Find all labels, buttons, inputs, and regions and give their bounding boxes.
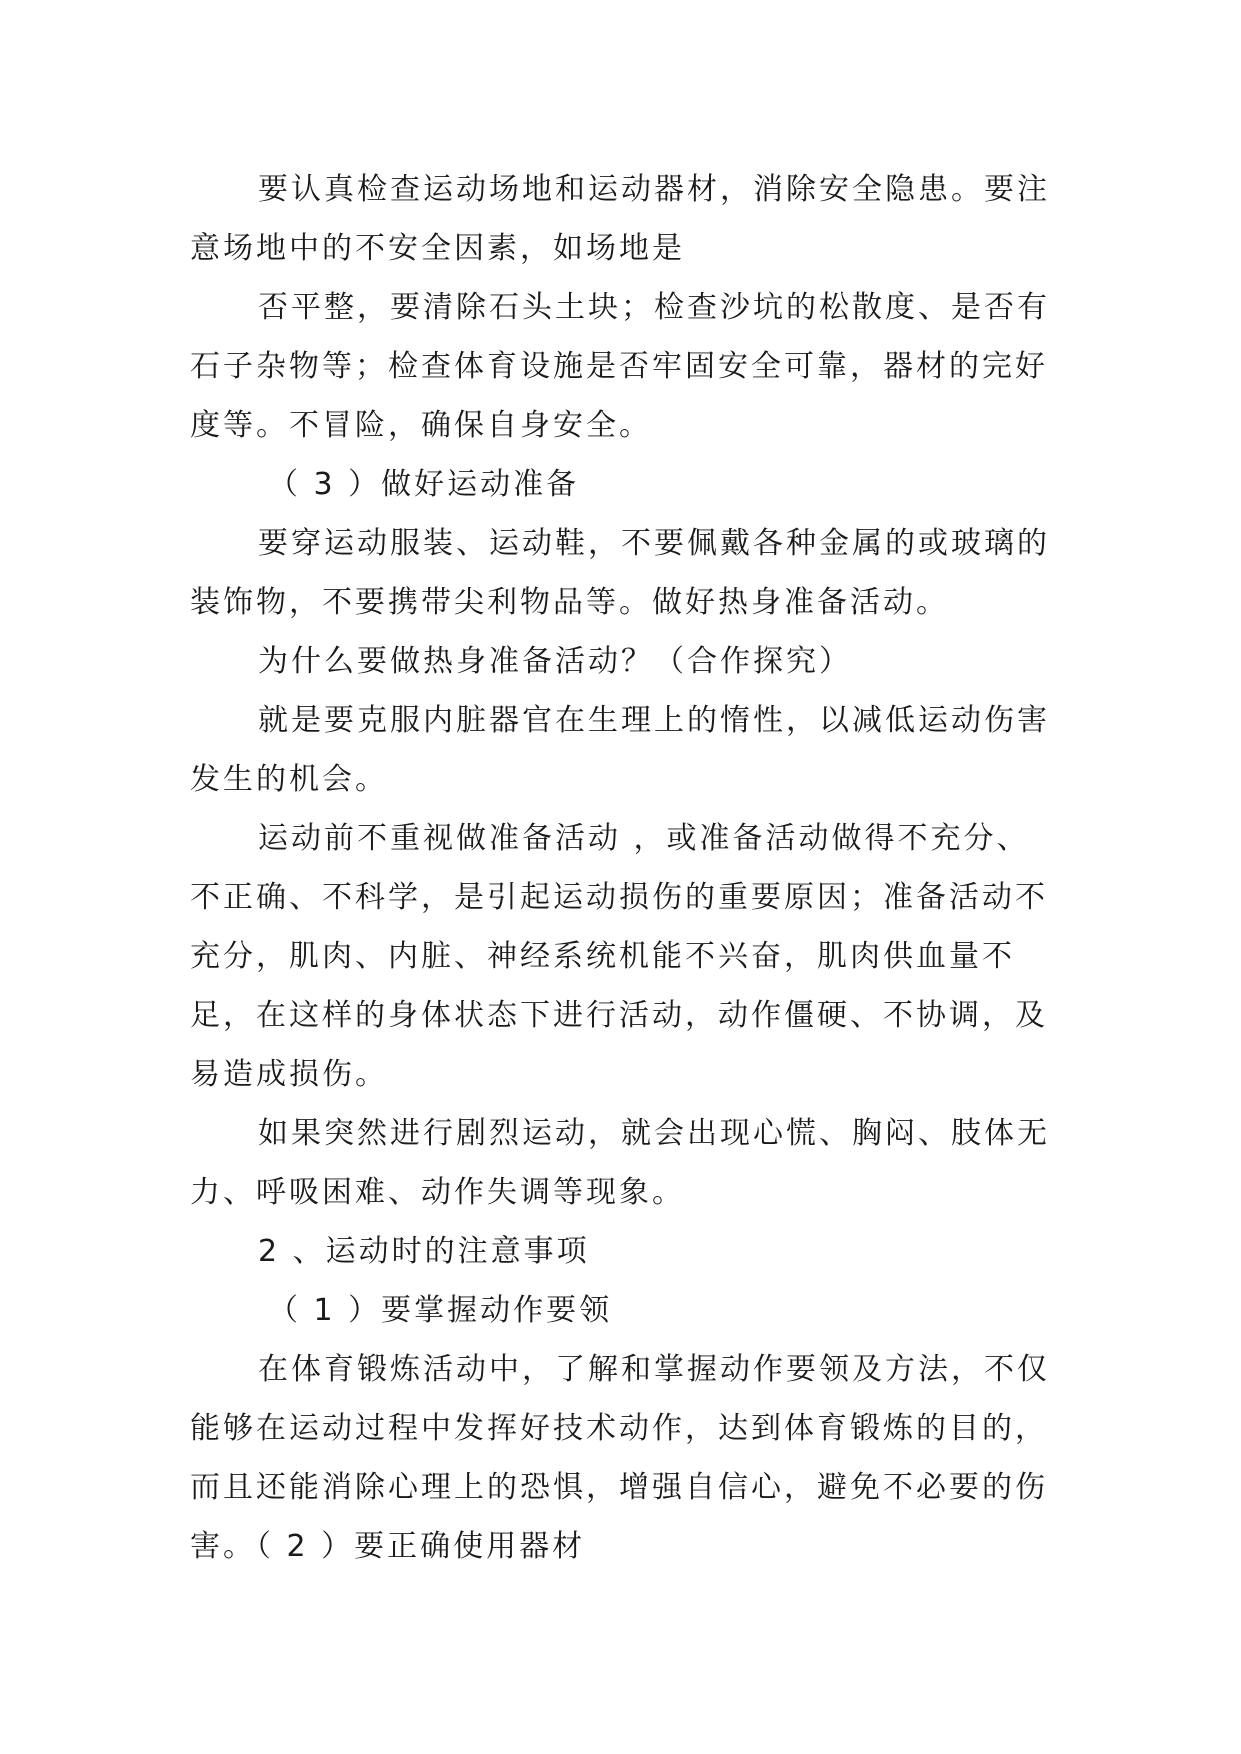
paragraph-warmup-answer: 就是要克服内脏器官在生理上的惰性，以减低运动伤害发生的机会。 [190, 703, 1050, 797]
heading-prepare-exercise: （ 3 ）做好运动准备 [268, 467, 580, 502]
paragraph-site-flatness: 否平整，要清除石头土块；检查沙坑的松散度、是否有石子杂物等；检查体育设施是否牢固安全可靠，器材的完好度等。不冒险，确保自身安全。 [190, 290, 1050, 443]
paragraph-warmup-question: 为什么要做热身准备活动？（合作探究） [258, 644, 852, 679]
paragraph-sudden-exercise: 如果突然进行剧烈运动，就会出现心慌、胸闷、肢体无力、呼吸困难、动作失调等现象。 [190, 1116, 1050, 1210]
document-body [190, 160, 1060, 1576]
heading-during-exercise: 2 、运动时的注意事项 [258, 1234, 590, 1269]
paragraph-site-check: 要认真检查运动场地和运动器材，消除安全隐患。要注意场地中的不安全因素，如场地是 [190, 172, 1050, 266]
paragraph-sportswear: 要穿运动服装、运动鞋，不要佩戴各种金属的或玻璃的装饰物，不要携带尖利物品等。做好热身准备活动。 [190, 526, 1050, 620]
paragraph-injury-cause: 运动前不重视做准备活动 ，或准备活动做得不充分、不正确、不科学，是引起运动损伤的重要原因；准备活动不充分，肌肉、内脏、神经系统机能不兴奋，肌肉供血量不足，在这样的身体状态下进行活动，动作僵硬、不协调，及易造成损伤。 [190, 821, 1048, 1092]
heading-master-technique: （ 1 ）要掌握动作要领 [268, 1293, 613, 1328]
paragraph-technique-benefit: 在体育锻炼活动中，了解和掌握动作要领及方法，不仅能够在运动过程中发挥好技术动作，达到体育锻炼的目的，而且还能消除心理上的恐惧，增强自信心，避免不必要的伤害。（ 2 ）要正确使用器材 [190, 1352, 1050, 1564]
